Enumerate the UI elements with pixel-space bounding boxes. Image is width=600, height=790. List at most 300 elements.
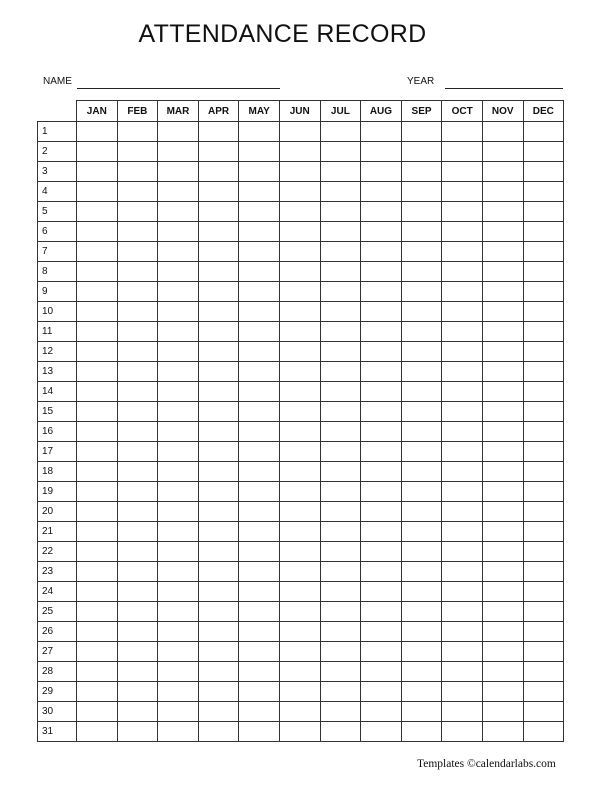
attendance-cell[interactable] (320, 242, 361, 262)
attendance-cell[interactable] (158, 142, 199, 162)
attendance-cell[interactable] (320, 322, 361, 342)
attendance-cell[interactable] (158, 282, 199, 302)
attendance-cell[interactable] (239, 262, 280, 282)
attendance-cell[interactable] (198, 202, 239, 222)
attendance-cell[interactable] (158, 482, 199, 502)
attendance-cell[interactable] (401, 162, 442, 182)
attendance-cell[interactable] (401, 122, 442, 142)
attendance-cell[interactable] (320, 282, 361, 302)
attendance-cell[interactable] (239, 142, 280, 162)
attendance-cell[interactable] (320, 662, 361, 682)
attendance-cell[interactable] (77, 702, 118, 722)
attendance-cell[interactable] (442, 302, 483, 322)
attendance-cell[interactable] (77, 482, 118, 502)
attendance-cell[interactable] (401, 422, 442, 442)
attendance-cell[interactable] (401, 582, 442, 602)
attendance-cell[interactable] (482, 322, 523, 342)
attendance-cell[interactable] (442, 282, 483, 302)
attendance-cell[interactable] (523, 182, 564, 202)
attendance-cell[interactable] (442, 242, 483, 262)
attendance-cell[interactable] (401, 562, 442, 582)
attendance-cell[interactable] (482, 222, 523, 242)
attendance-cell[interactable] (442, 602, 483, 622)
attendance-cell[interactable] (442, 162, 483, 182)
attendance-cell[interactable] (523, 242, 564, 262)
attendance-cell[interactable] (77, 322, 118, 342)
attendance-cell[interactable] (482, 142, 523, 162)
attendance-cell[interactable] (401, 182, 442, 202)
attendance-cell[interactable] (482, 382, 523, 402)
attendance-cell[interactable] (482, 722, 523, 742)
attendance-cell[interactable] (77, 182, 118, 202)
attendance-cell[interactable] (239, 182, 280, 202)
attendance-cell[interactable] (442, 462, 483, 482)
attendance-cell[interactable] (401, 482, 442, 502)
attendance-cell[interactable] (158, 242, 199, 262)
attendance-cell[interactable] (523, 202, 564, 222)
attendance-cell[interactable] (158, 562, 199, 582)
attendance-cell[interactable] (158, 702, 199, 722)
attendance-cell[interactable] (77, 442, 118, 462)
attendance-cell[interactable] (239, 422, 280, 442)
attendance-cell[interactable] (158, 162, 199, 182)
attendance-cell[interactable] (198, 562, 239, 582)
attendance-cell[interactable] (117, 142, 158, 162)
attendance-cell[interactable] (77, 562, 118, 582)
attendance-cell[interactable] (239, 122, 280, 142)
attendance-cell[interactable] (482, 422, 523, 442)
attendance-cell[interactable] (320, 542, 361, 562)
attendance-cell[interactable] (482, 262, 523, 282)
attendance-cell[interactable] (482, 542, 523, 562)
attendance-cell[interactable] (279, 582, 320, 602)
attendance-cell[interactable] (239, 302, 280, 322)
attendance-cell[interactable] (401, 242, 442, 262)
attendance-cell[interactable] (198, 682, 239, 702)
attendance-cell[interactable] (523, 662, 564, 682)
attendance-cell[interactable] (523, 582, 564, 602)
attendance-cell[interactable] (117, 282, 158, 302)
attendance-cell[interactable] (361, 542, 402, 562)
attendance-cell[interactable] (117, 382, 158, 402)
attendance-cell[interactable] (198, 402, 239, 422)
attendance-cell[interactable] (158, 642, 199, 662)
attendance-cell[interactable] (77, 222, 118, 242)
attendance-cell[interactable] (198, 282, 239, 302)
attendance-cell[interactable] (117, 702, 158, 722)
attendance-cell[interactable] (77, 202, 118, 222)
attendance-cell[interactable] (442, 142, 483, 162)
attendance-cell[interactable] (401, 722, 442, 742)
attendance-cell[interactable] (482, 522, 523, 542)
attendance-cell[interactable] (158, 342, 199, 362)
attendance-cell[interactable] (117, 162, 158, 182)
attendance-cell[interactable] (77, 262, 118, 282)
attendance-cell[interactable] (482, 582, 523, 602)
attendance-cell[interactable] (482, 442, 523, 462)
attendance-cell[interactable] (442, 482, 483, 502)
attendance-cell[interactable] (117, 222, 158, 242)
attendance-cell[interactable] (117, 602, 158, 622)
attendance-cell[interactable] (117, 622, 158, 642)
attendance-cell[interactable] (158, 542, 199, 562)
attendance-cell[interactable] (320, 502, 361, 522)
attendance-cell[interactable] (279, 642, 320, 662)
attendance-cell[interactable] (279, 322, 320, 342)
attendance-cell[interactable] (320, 182, 361, 202)
attendance-cell[interactable] (523, 382, 564, 402)
attendance-cell[interactable] (198, 602, 239, 622)
attendance-cell[interactable] (361, 322, 402, 342)
attendance-cell[interactable] (482, 502, 523, 522)
attendance-cell[interactable] (523, 622, 564, 642)
attendance-cell[interactable] (117, 722, 158, 742)
attendance-cell[interactable] (320, 222, 361, 242)
attendance-cell[interactable] (77, 302, 118, 322)
attendance-cell[interactable] (442, 642, 483, 662)
attendance-cell[interactable] (279, 382, 320, 402)
attendance-cell[interactable] (482, 402, 523, 422)
attendance-cell[interactable] (77, 602, 118, 622)
attendance-cell[interactable] (279, 122, 320, 142)
attendance-cell[interactable] (442, 122, 483, 142)
attendance-cell[interactable] (239, 622, 280, 642)
attendance-cell[interactable] (523, 562, 564, 582)
attendance-cell[interactable] (442, 182, 483, 202)
attendance-cell[interactable] (320, 342, 361, 362)
attendance-cell[interactable] (523, 442, 564, 462)
attendance-cell[interactable] (361, 482, 402, 502)
attendance-cell[interactable] (158, 442, 199, 462)
attendance-cell[interactable] (401, 642, 442, 662)
attendance-cell[interactable] (117, 522, 158, 542)
attendance-cell[interactable] (442, 222, 483, 242)
attendance-cell[interactable] (401, 502, 442, 522)
attendance-cell[interactable] (198, 302, 239, 322)
attendance-cell[interactable] (239, 542, 280, 562)
attendance-cell[interactable] (117, 322, 158, 342)
attendance-cell[interactable] (198, 662, 239, 682)
attendance-cell[interactable] (198, 362, 239, 382)
attendance-cell[interactable] (239, 162, 280, 182)
attendance-cell[interactable] (320, 682, 361, 702)
attendance-cell[interactable] (442, 262, 483, 282)
attendance-cell[interactable] (77, 242, 118, 262)
attendance-cell[interactable] (279, 402, 320, 422)
attendance-cell[interactable] (117, 302, 158, 322)
attendance-cell[interactable] (442, 382, 483, 402)
attendance-cell[interactable] (361, 722, 402, 742)
attendance-cell[interactable] (158, 322, 199, 342)
attendance-cell[interactable] (361, 662, 402, 682)
year-field[interactable] (445, 88, 563, 89)
attendance-cell[interactable] (77, 682, 118, 702)
attendance-cell[interactable] (158, 662, 199, 682)
attendance-cell[interactable] (279, 522, 320, 542)
attendance-cell[interactable] (401, 382, 442, 402)
attendance-cell[interactable] (239, 362, 280, 382)
attendance-cell[interactable] (361, 522, 402, 542)
attendance-cell[interactable] (320, 402, 361, 422)
attendance-cell[interactable] (482, 282, 523, 302)
attendance-cell[interactable] (117, 182, 158, 202)
attendance-cell[interactable] (442, 422, 483, 442)
attendance-cell[interactable] (77, 142, 118, 162)
attendance-cell[interactable] (523, 642, 564, 662)
attendance-cell[interactable] (320, 722, 361, 742)
attendance-cell[interactable] (158, 682, 199, 702)
attendance-cell[interactable] (361, 682, 402, 702)
attendance-cell[interactable] (401, 662, 442, 682)
attendance-cell[interactable] (239, 282, 280, 302)
attendance-cell[interactable] (279, 682, 320, 702)
attendance-cell[interactable] (320, 462, 361, 482)
attendance-cell[interactable] (361, 642, 402, 662)
attendance-cell[interactable] (239, 582, 280, 602)
attendance-cell[interactable] (482, 162, 523, 182)
attendance-cell[interactable] (279, 482, 320, 502)
attendance-cell[interactable] (482, 182, 523, 202)
attendance-cell[interactable] (401, 302, 442, 322)
attendance-cell[interactable] (158, 182, 199, 202)
attendance-cell[interactable] (320, 202, 361, 222)
attendance-cell[interactable] (523, 142, 564, 162)
attendance-cell[interactable] (279, 662, 320, 682)
attendance-cell[interactable] (239, 502, 280, 522)
attendance-cell[interactable] (279, 702, 320, 722)
attendance-cell[interactable] (117, 502, 158, 522)
attendance-cell[interactable] (320, 142, 361, 162)
attendance-cell[interactable] (523, 162, 564, 182)
attendance-cell[interactable] (198, 262, 239, 282)
attendance-cell[interactable] (320, 382, 361, 402)
attendance-cell[interactable] (523, 422, 564, 442)
attendance-cell[interactable] (239, 722, 280, 742)
attendance-cell[interactable] (401, 462, 442, 482)
attendance-cell[interactable] (239, 342, 280, 362)
attendance-cell[interactable] (279, 242, 320, 262)
attendance-cell[interactable] (482, 362, 523, 382)
attendance-cell[interactable] (117, 662, 158, 682)
attendance-cell[interactable] (198, 522, 239, 542)
attendance-cell[interactable] (401, 142, 442, 162)
attendance-cell[interactable] (117, 462, 158, 482)
attendance-cell[interactable] (523, 302, 564, 322)
attendance-cell[interactable] (77, 662, 118, 682)
attendance-cell[interactable] (158, 462, 199, 482)
attendance-cell[interactable] (523, 482, 564, 502)
attendance-cell[interactable] (77, 642, 118, 662)
attendance-cell[interactable] (361, 602, 402, 622)
attendance-cell[interactable] (77, 342, 118, 362)
attendance-cell[interactable] (239, 662, 280, 682)
attendance-cell[interactable] (158, 422, 199, 442)
attendance-cell[interactable] (361, 702, 402, 722)
attendance-cell[interactable] (361, 202, 402, 222)
attendance-cell[interactable] (361, 562, 402, 582)
attendance-cell[interactable] (523, 722, 564, 742)
attendance-cell[interactable] (482, 122, 523, 142)
attendance-cell[interactable] (482, 482, 523, 502)
attendance-cell[interactable] (117, 242, 158, 262)
attendance-cell[interactable] (279, 282, 320, 302)
attendance-cell[interactable] (198, 502, 239, 522)
attendance-cell[interactable] (442, 342, 483, 362)
attendance-cell[interactable] (77, 362, 118, 382)
attendance-cell[interactable] (320, 262, 361, 282)
attendance-cell[interactable] (117, 262, 158, 282)
attendance-cell[interactable] (279, 462, 320, 482)
attendance-cell[interactable] (361, 242, 402, 262)
attendance-cell[interactable] (158, 402, 199, 422)
attendance-cell[interactable] (158, 622, 199, 642)
attendance-cell[interactable] (361, 142, 402, 162)
attendance-cell[interactable] (361, 622, 402, 642)
attendance-cell[interactable] (239, 562, 280, 582)
attendance-cell[interactable] (117, 582, 158, 602)
attendance-cell[interactable] (442, 322, 483, 342)
attendance-cell[interactable] (361, 342, 402, 362)
attendance-cell[interactable] (523, 502, 564, 522)
attendance-cell[interactable] (239, 402, 280, 422)
attendance-cell[interactable] (442, 582, 483, 602)
attendance-cell[interactable] (361, 182, 402, 202)
attendance-cell[interactable] (361, 462, 402, 482)
attendance-cell[interactable] (77, 122, 118, 142)
attendance-cell[interactable] (361, 282, 402, 302)
attendance-cell[interactable] (279, 302, 320, 322)
attendance-cell[interactable] (320, 422, 361, 442)
attendance-cell[interactable] (523, 222, 564, 242)
attendance-cell[interactable] (442, 442, 483, 462)
attendance-cell[interactable] (117, 362, 158, 382)
attendance-cell[interactable] (158, 362, 199, 382)
attendance-cell[interactable] (279, 422, 320, 442)
attendance-cell[interactable] (279, 162, 320, 182)
attendance-cell[interactable] (117, 342, 158, 362)
attendance-cell[interactable] (482, 662, 523, 682)
attendance-cell[interactable] (320, 622, 361, 642)
attendance-cell[interactable] (198, 162, 239, 182)
attendance-cell[interactable] (77, 722, 118, 742)
attendance-cell[interactable] (482, 642, 523, 662)
attendance-cell[interactable] (279, 202, 320, 222)
attendance-cell[interactable] (158, 722, 199, 742)
attendance-cell[interactable] (279, 222, 320, 242)
attendance-cell[interactable] (117, 542, 158, 562)
attendance-cell[interactable] (117, 642, 158, 662)
attendance-cell[interactable] (198, 482, 239, 502)
attendance-cell[interactable] (523, 522, 564, 542)
attendance-cell[interactable] (320, 482, 361, 502)
attendance-cell[interactable] (77, 402, 118, 422)
attendance-cell[interactable] (198, 142, 239, 162)
attendance-cell[interactable] (361, 222, 402, 242)
attendance-cell[interactable] (320, 642, 361, 662)
attendance-cell[interactable] (239, 642, 280, 662)
attendance-cell[interactable] (482, 702, 523, 722)
attendance-cell[interactable] (401, 282, 442, 302)
attendance-cell[interactable] (117, 402, 158, 422)
attendance-cell[interactable] (117, 442, 158, 462)
attendance-cell[interactable] (361, 262, 402, 282)
attendance-cell[interactable] (523, 342, 564, 362)
attendance-cell[interactable] (279, 602, 320, 622)
attendance-cell[interactable] (239, 482, 280, 502)
attendance-cell[interactable] (442, 402, 483, 422)
attendance-cell[interactable] (117, 482, 158, 502)
attendance-cell[interactable] (482, 242, 523, 262)
attendance-cell[interactable] (117, 422, 158, 442)
attendance-cell[interactable] (361, 302, 402, 322)
attendance-cell[interactable] (279, 562, 320, 582)
attendance-cell[interactable] (401, 622, 442, 642)
attendance-cell[interactable] (361, 582, 402, 602)
attendance-cell[interactable] (198, 702, 239, 722)
attendance-cell[interactable] (158, 302, 199, 322)
attendance-cell[interactable] (320, 562, 361, 582)
attendance-cell[interactable] (77, 502, 118, 522)
attendance-cell[interactable] (482, 462, 523, 482)
attendance-cell[interactable] (198, 462, 239, 482)
attendance-cell[interactable] (198, 382, 239, 402)
attendance-cell[interactable] (279, 182, 320, 202)
attendance-cell[interactable] (401, 442, 442, 462)
attendance-cell[interactable] (158, 222, 199, 242)
attendance-cell[interactable] (279, 262, 320, 282)
attendance-cell[interactable] (158, 262, 199, 282)
attendance-cell[interactable] (239, 322, 280, 342)
attendance-cell[interactable] (523, 602, 564, 622)
attendance-cell[interactable] (361, 162, 402, 182)
attendance-cell[interactable] (523, 122, 564, 142)
attendance-cell[interactable] (198, 642, 239, 662)
attendance-cell[interactable] (239, 222, 280, 242)
attendance-cell[interactable] (482, 342, 523, 362)
attendance-cell[interactable] (320, 582, 361, 602)
attendance-cell[interactable] (77, 582, 118, 602)
attendance-cell[interactable] (198, 342, 239, 362)
attendance-cell[interactable] (158, 382, 199, 402)
attendance-cell[interactable] (482, 682, 523, 702)
attendance-cell[interactable] (523, 702, 564, 722)
attendance-cell[interactable] (523, 322, 564, 342)
attendance-cell[interactable] (401, 262, 442, 282)
attendance-cell[interactable] (77, 542, 118, 562)
attendance-cell[interactable] (77, 622, 118, 642)
attendance-cell[interactable] (239, 242, 280, 262)
attendance-cell[interactable] (401, 222, 442, 242)
attendance-cell[interactable] (198, 242, 239, 262)
attendance-cell[interactable] (320, 522, 361, 542)
attendance-cell[interactable] (523, 402, 564, 422)
attendance-cell[interactable] (320, 702, 361, 722)
attendance-cell[interactable] (482, 602, 523, 622)
attendance-cell[interactable] (361, 362, 402, 382)
attendance-cell[interactable] (523, 362, 564, 382)
attendance-cell[interactable] (361, 402, 402, 422)
attendance-cell[interactable] (401, 202, 442, 222)
attendance-cell[interactable] (442, 542, 483, 562)
attendance-cell[interactable] (198, 542, 239, 562)
attendance-cell[interactable] (158, 202, 199, 222)
attendance-cell[interactable] (361, 422, 402, 442)
attendance-cell[interactable] (523, 282, 564, 302)
attendance-cell[interactable] (239, 442, 280, 462)
attendance-cell[interactable] (401, 542, 442, 562)
attendance-cell[interactable] (401, 362, 442, 382)
attendance-cell[interactable] (361, 122, 402, 142)
